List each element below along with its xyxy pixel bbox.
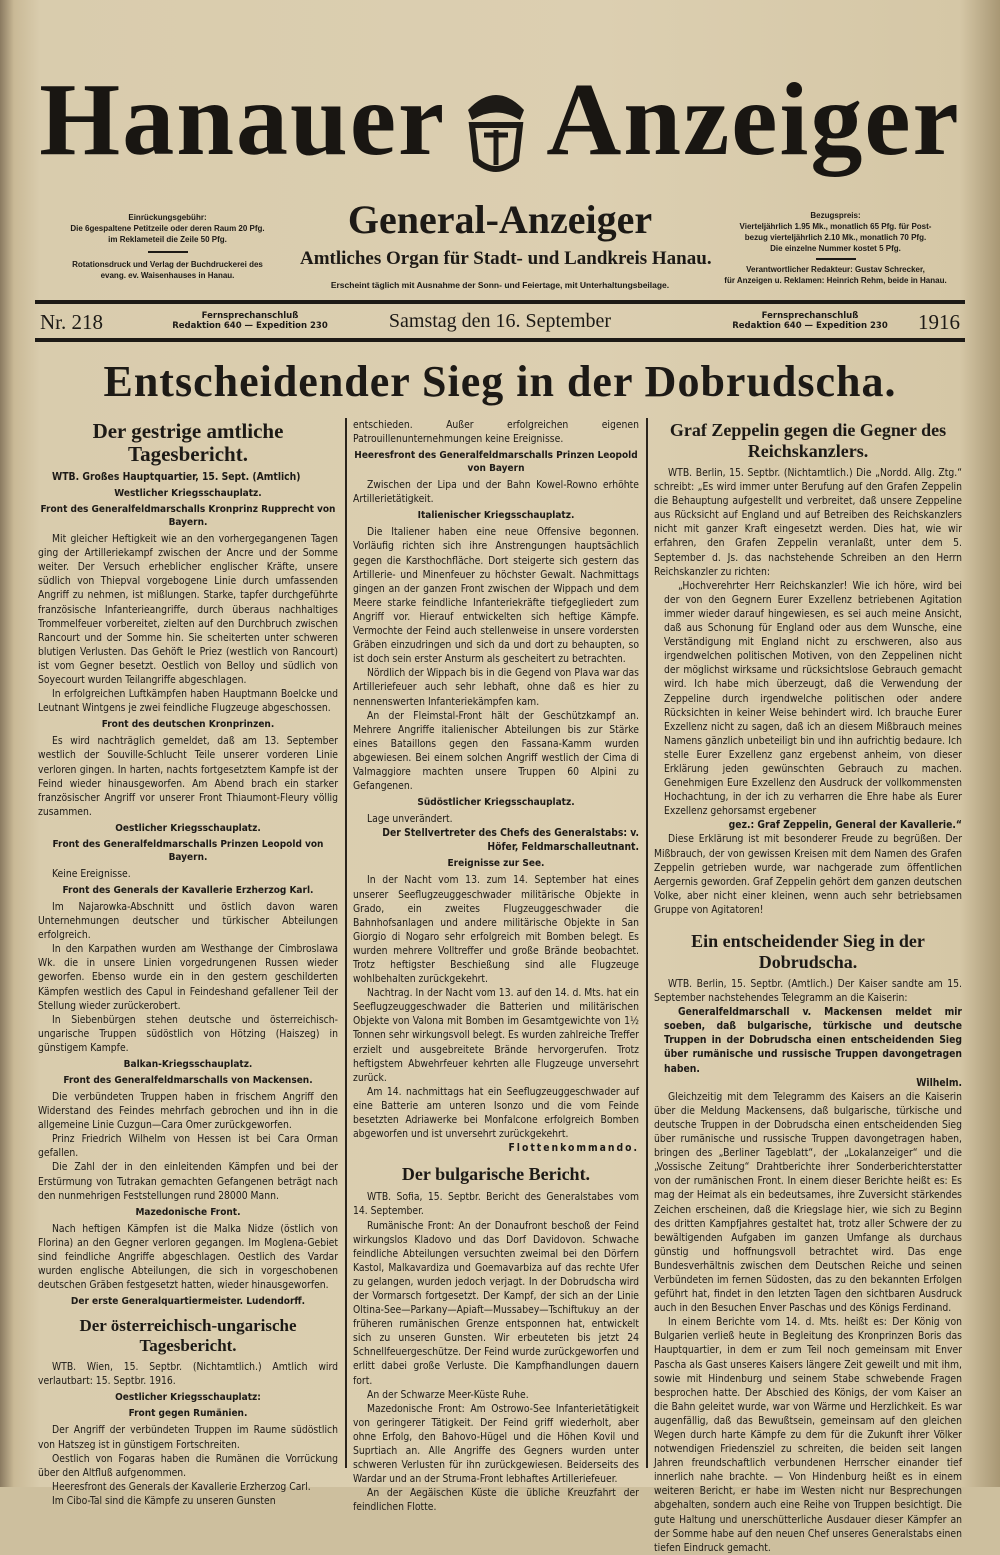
article-byline: WTB. Großes Hauptquartier, 15. Sept. (Amtlich) <box>52 471 301 483</box>
paragraph: In der Nacht vom 13. zum 14. September hat eines unserer Seeflugzeuggeschwader militärische Objekte in Grado, ein zweites Flugzeuggeschwader die Bahnhofsanlagen und andere militärische Objekte in San Giorgio di Nogaro sehr erfolgreich mit Bomben belegt. Es wurden mehrere Volltreffer und große Brände beobachtet. Trotz heftigster Beschießung sind alle Flugzeuge wohlbehalten zurückgekehrt. <box>353 874 639 986</box>
section-heading: Front des Generals der Kavallerie Erzherzog Karl. <box>62 884 314 896</box>
section-heading: Italienischer Kriegsschauplatz. <box>417 510 575 522</box>
ad-rates-line: im Reklameteil die Zeile 50 Pfg. <box>108 235 227 244</box>
quoted-letter: „Hochverehrter Herr Reichskanzler! Wie ich höre, wird bei der von den Gegnern Eurer Exzellenz betriebenen Agitation immer wieder darauf hingewiesen, es sei auch meine Ansicht, daß aus Schonung für England oder aus dem Wunsche, eine Verständigung mit England nicht zu erschweren, also aus irgendwelchen politischen Motiven, von den Zeppelinen nicht der möglichst wirksame und rücksichtslose Gebrauch gemacht wird. Ich habe mich überzeugt, daß die Verwendung der Zeppeline durch irgendwelche politischen oder andere Rücksichten in keiner Weise behindert wird. Ich brauche Eurer Exzellenz nicht zu sagen, daß ich an diesem Mißbrauch meines Namens gänzlich unbeteiligt bin und ihn aufrichtig bedaure. Ich stelle Eurer Exzellenz ganz ergebenst anheim, von dieser Erklärung jeden gewünschten Gebrauch zu machen. Genehmigen Eure Exzellenz den Ausdruck der vollkommensten Hochachtung, in der ich zu verharren die Ehre habe als Eurer Exzellenz gehorsamst ergebener <box>664 579 962 818</box>
paragraph: Nach heftigen Kämpfen ist die Malka Nidze (östlich von Florina) an den Gegner verloren gegangen. Im Moglena-Gebiet sind feindliche Angriffe abgeschlagen. Oestlich des Vardar wurden englische Abteilungen, die sich in vorgeschobenen deutschen Gräben festgesetzt hatten, wieder hinausgeworfen. <box>38 1222 338 1292</box>
paragraph: In erfolgreichen Luftkämpfen haben Hauptmann Boelcke und Leutnant Wintgens je zwei feindliche Flugzeuge abgeschossen. <box>38 688 338 715</box>
paragraph: Es wird nachträglich gemeldet, daß am 13. September westlich der Souville-Schlucht Teile unserer vorderen Linie verloren gingen. In harten, nachts fortgesetztem Kampfe ist der Feind wieder hinausgeworfen. Am Abend brach ein starker französischer Angriff vor unserer Front Thiaumont-Fleury völlig zusammen. <box>38 735 338 818</box>
article-byline: WTB. Sofia, 15. Septbr. Bericht des Generalstabes vom 14. September. <box>353 1191 639 1218</box>
issue-number: Nr. 218 <box>40 310 103 334</box>
signature: gez.: Graf Zeppelin, General der Kavallerie.“ <box>728 819 962 832</box>
phone-label: Fernsprechanschluß <box>761 311 859 321</box>
masthead-title-right: Anzeiger <box>546 62 961 177</box>
section-heading: Front des Generalfeldmarschalls Prinzen Leopold von Bayern. <box>52 838 324 863</box>
paragraph: Am 14. nachmittags hat ein Seeflugzeuggeschwader auf eine Batterie am unteren Isonzo und die vom Feinde besetzten Adriawerke bei Monfalcone erfolgreich Bomben abgeworfen und ist unversehrt zurückgekehrt. <box>353 1085 639 1141</box>
section-heading: Oestlicher Kriegsschauplatz: <box>115 1392 261 1404</box>
masthead-frequency: Erscheint täglich mit Ausnahme der Sonn- und Feiertage, mit Unterhaltungsbeilage. <box>330 280 670 290</box>
subscription-line: Die einzelne Nummer kostet 5 Pfg. <box>770 244 901 253</box>
subscription-line: bezug vierteljährlich 2.10 Mk., monatlich 70 Pfg. <box>744 233 927 242</box>
paragraph: Im Najarowka-Abschnitt und östlich davon waren Unternehmungen deutscher und türkischer Abteilungen erfolgreich. <box>38 900 338 942</box>
paragraph: Nördlich der Wippach bis in die Gegend von Plava war das Artilleriefeuer auch sehr lebhaft, ohne daß es hier zu nennenswerten Infanteriekämpfen kam. <box>353 667 639 708</box>
column-divider <box>345 418 347 1468</box>
phone-numbers: Redaktion 640 — Expedition 230 <box>732 321 888 331</box>
article-title: Der österreichisch-ungarische Tagesbericht. <box>79 1316 297 1356</box>
publisher-line: evang. ev. Waisenhauses in Hanau. <box>100 271 235 280</box>
section-heading: Mazedonische Front. <box>135 1206 241 1218</box>
article-title: Der gestrige amtliche Tagesbericht. <box>92 419 284 466</box>
signature: Der erste Generalquartiermeister. Ludendorff. <box>70 1296 306 1308</box>
paragraph: Die Zahl der in den einleitenden Kämpfen und bei der Erstürmung von Tutrakan gemachten Gefangenen beträgt nach den nunmehrigen Feststellungen rund 28000 Mann. <box>38 1161 338 1202</box>
subscription-box <box>708 210 963 286</box>
section-heading: Westlicher Kriegsschauplatz. <box>114 488 262 500</box>
paragraph: In Siebenbürgen stehen deutsche und österreichisch-ungarische Truppen südöstlich von Hötzing (Haiszeg) in günstigem Kampfe. <box>38 1013 338 1054</box>
article-title: Ein entscheidender Sieg in der Dobrudscha. <box>691 931 925 972</box>
paragraph: Diese Erklärung ist mit besonderer Freude zu begrüßen. Der Mißbrauch, der von gewissen Kreisen mit dem Namen des Grafen Zeppelin getrieben wurde, war nachgerade zum öffentlichen Aergernis geworden. Graf Zeppelin gehört dem ganzen deutschen Volke, aber nicht einer kleinen, wenn auch sehr betriebsamen Gruppe von Agitatoren! <box>654 833 962 916</box>
phone-label: Fernsprechanschluß <box>201 311 299 321</box>
editor-line: für Anzeigen u. Reklamen: Heinrich Rehm, beide in Hanau. <box>724 276 947 285</box>
section-heading: Südöstlicher Kriegsschauplatz. <box>417 797 575 809</box>
issue-date: Samstag den 16. September <box>388 310 612 332</box>
paragraph: In einem Berichte vom 14. d. Mts. heißt es: Der König von Bulgarien verließ heute in Begleitung des Kronprinzen Boris das Hauptquartier, in dem er zum Teil noch gemeinsam mit Enver Pascha als Gast unseres Kaisers längere Zeit geweilt und mit ihm, sowie mit Hindenburg und seinem Stabe schwebende Fragen besprochen hatte. Der Abschied des Königs, der vom Kaiser an die Bahn geleitet wurde, war von Wärme und Herzlichkeit. Es war augenfällig, daß das Bewußtsein, gemeinsam auf den gleichen Wegen durch harte Kämpfe zu dem für die Zukunft ihrer Völker notwendigen Friedensziel zu schreiten, die beiden seit langen Jahren freundschaftlich verbundenen Herrscher einander tief innerlich nahe brachte. — Von Hindenburg heißt es in einem weiteren Bericht, er habe im Westen nicht nur Besprechungen abgehalten, sondern auch eine Reihe von Truppen besichtigt. Die gute Haltung und unerschütterliche Ausdauer dieser Kämpfer an der Somme habe auf den neuen Chef unseres Generalstabs einen tiefen Eindruck gemacht. <box>654 1316 962 1554</box>
telegram-text: Generalfeldmarschall v. Mackensen meldet mir soeben, daß bulgarische, türkische und deutsche Truppen in der Dobrudscha einen entscheidenden Sieg über rumänische und russische Truppen davongetragen haben. <box>664 1006 962 1075</box>
paragraph: Die Italiener haben eine neue Offensive begonnen. Vorläufig richten sich ihre Anstrengungen hauptsächlich gegen die Karsthochfläche. Dort steigerte sich gestern das Artillerie- und Minenfeuer zu höchster Gewalt. Nachmittags gingen an der ganzen Front zwischen der Wippach und dem Meere starke feindliche Infanteriekräfte tiefgegliedert zum Angriff vor. Hierauf entwickelten sich heftige Kämpfe. Vermochte der Feind auch stellenweise in unsere vordersten Gräben einzudringen und sich da und dort zu behaupten, so ist doch sein erster Ansturm als gescheitert zu betrachten. <box>353 526 639 666</box>
masthead-rule <box>35 300 965 304</box>
section-heading: Ereignisse zur See. <box>447 858 545 870</box>
section-heading: Balkan-Kriegsschauplatz. <box>123 1059 253 1070</box>
dateline-rule <box>35 338 965 342</box>
paragraph: An der Fleimstal-Front hält der Geschützkampf an. Mehrere Angriffe italienischer Abteilungen bis zur Stärke eines Bataillons gegen den Fassana-Kamm wurden abgewiesen. Bei einem solchen Angriff westlich der Cima di Valmaggiore machten unsere Truppen 60 Alpini zu Gefangenen. <box>353 709 639 793</box>
paragraph: Prinz Friedrich Wilhelm von Hessen ist bei Cara Orman gefallen. <box>38 1133 338 1160</box>
masthead <box>0 60 1000 180</box>
signature: Der Stellvertreter des Chefs des Generalstabs: v. Höfer, Feldmarschalleutnant. <box>382 827 639 854</box>
paragraph: Mazedonische Front: Am Ostrowo-See Infanterietätigkeit von geringerer Tätigkeit. Der Feind griff wiederholt, aber ohne Erfolg, den Bahovo-Hügel und die Höhen Kovil und Suprtiach an. Alle Angriffe des Gegners wurden unter schweren Verlusten für ihn zurückgewiesen. Beiderseits des Wardar und an der Struma-Front lebhaftes Artilleriefeuer. <box>353 1402 639 1486</box>
section-heading: Front des Generalfeldmarschalls Kronprinz Rupprecht von Bayern. <box>40 504 336 529</box>
article-title: Graf Zeppelin gegen die Gegner des Reichskanzlers. <box>669 420 947 461</box>
paragraph: Oestlich von Fogaras haben die Rumänen die Vorrückung über den Altfluß aufgenommen. <box>38 1452 338 1479</box>
issue-year: 1916 <box>918 310 960 334</box>
paragraph: In den Karpathen wurden am Westhange der Cimbroslawa Wk. die in unsere Linien vorgedrungenen Russen wieder geworfen. Ebenso wurde ein in den gestern geschilderten Kämpfen westlich des Capul in Feindeshand gefallener Teil der Stellung wieder zurückerobert. <box>38 943 338 1012</box>
subscription-line: Vierteljährlich 1.95 Mk., monatlich 65 Pfg. für Post- <box>739 222 932 231</box>
column-middle <box>353 418 639 1514</box>
paragraph: Keine Ereignisse. <box>52 867 131 880</box>
phone-info-left <box>145 311 355 331</box>
paragraph: An der Aegäischen Küste die übliche Kreuzfahrt der feindlichen Flotte. <box>353 1487 639 1514</box>
editor-line: Verantwortlicher Redakteur: Gustav Schrecker, <box>746 265 925 274</box>
paragraph: Nachtrag. In der Nacht vom 13. auf den 14. d. Mts. hat ein Seeflugzeuggeschwader die Batterien und militärischen Objekte von Valona mit Bomben im Gesamtgewichte von 1½ Tonnen sehr wirkungsvoll belegt. Es wurden zahlreiche Treffer erzielt und ausgebreitete Brände hervorgerufen. Trotz heftigstem Abwehrfeuer kehrten alle Flugzeuge unversehrt zurück. <box>353 987 639 1084</box>
masthead-title-left: Hanauer <box>39 62 447 177</box>
dateline <box>35 308 965 336</box>
column-divider <box>646 418 648 1468</box>
coat-of-arms-icon <box>454 80 538 180</box>
paragraph: Mit gleicher Heftigkeit wie an den vorhergegangenen Tagen ging der Artilleriekampf zwischen der Ancre und der Somme weiter. Der Versuch erheblicher englischer Kräfte, unsere südlich von Thiepval vorgebogene Linie durch umfassenden Angriff zu nehmen, ist mißlungen. Starke, tapfer durchgeführte französische Infanterieangriffe, durch überaus nachhaltiges Trommelfeuer vorbereitet, zielten auf den Durchbruch zwischen Rancourt und der Somme hin. Sie scheiterten unter schweren blutigen Verlusten. Das Gehöft le Priez (westlich von Rancourt) ist vom Gegner besetzt. Oestlich von Belloy und südlich von Soyecourt wurden Teilangriffe abgeschlagen. <box>38 533 338 687</box>
article-title: Der bulgarische Bericht. <box>401 1164 591 1185</box>
main-headline: Entscheidender Sieg in der Dobrudscha. <box>103 357 897 406</box>
ad-rates-line: Die 6gespaltene Petitzeile oder deren Raum 20 Pfg. <box>70 224 265 233</box>
publisher-line: Rotationsdruck und Verlag der Buchdruckerei des <box>72 260 263 269</box>
paragraph: entschieden. Außer erfolgreichen eigenen Patrouillenunternehmungen keine Ereignisse. <box>353 419 639 446</box>
paragraph: Die verbündeten Truppen haben in frischem Angriff den Widerstand des Feindes mehrfach gebrochen und ihn in die allgemeine Linie Cuzgun—Cara Omer zurückgeworfen. <box>38 1091 338 1132</box>
ad-rates-box <box>45 212 290 281</box>
ad-rates-heading: Einrückungsgebühr: <box>128 213 207 222</box>
section-heading: Front gegen Rumänien. <box>128 1408 248 1420</box>
paragraph: Rumänische Front: An der Donaufront beschoß der Feind wirkungslos Kladovo und das Dorf Davidovon. Schwache feindliche Abteilungen versuchten zweimal bei den Dörfern Kastol, Malkavardiza und Goemavarbiza auf das rechte Ufer zu gelangen, wurden jedoch verjagt. In der Dobrudscha wird der Vormarsch fortgesetzt. Der Kampf, der sich an der Linie Oltina-See—Parkany—Apiaft—Mussabey—Tschiftukuy an der früheren rumänischen Grenze entsponnen hat, entwickelt sich zu unseren Gunsten. Wir erbeuteten bis jetzt 24 Schnellfeuergeschütze. Der Feind wurde zurückgeworfen und erlitt dabei große Verluste. Die Kampfhandlungen dauern fort. <box>353 1219 639 1387</box>
paragraph: WTB. Berlin, 15. Septbr. (Nichtamtlich.) Die „Nordd. Allg. Ztg.“ schreibt: „Es wird immer unter Berufung auf den Grafen Zeppelin die Behauptung aufgestellt und verbreitet, daß unsere Zeppeline aus Rücksicht auf England und auf Betreiben des Reichskanzlers nicht mit ganzer Kraft eingesetzt werden. Dies hat, wie wir erfahren, den Grafen Zeppelin veranlaßt, unter dem 5. September d. Js. das nachstehende Schreiben an den Herrn Reichskanzler zu richten: <box>654 467 962 578</box>
article-byline: WTB. Wien, 15. Septbr. (Nichtamtlich.) Amtlich wird verlautbart: 15. Septbr. 1916. <box>38 1361 338 1388</box>
section-heading: Front des Generalfeldmarschalls von Mackensen. <box>63 1075 313 1086</box>
paragraph: Zwischen der Lipa und der Bahn Kowel-Rowno erhöhte Artillerietätigkeit. <box>353 479 639 506</box>
column-right <box>654 418 962 1555</box>
subscription-heading: Bezugspreis: <box>810 211 861 220</box>
article-byline: WTB. Berlin, 15. Septbr. (Amtlich.) Der Kaiser sandte am 15. September nachstehendes Telegramm an die Kaiserin: <box>654 978 962 1005</box>
paragraph: Im Cibo-Tal sind die Kämpfe zu unseren Gunsten <box>52 1494 276 1507</box>
phone-info-right <box>710 311 910 331</box>
section-heading: Oestlicher Kriegsschauplatz. <box>115 822 261 834</box>
divider <box>816 258 856 260</box>
column-left <box>38 418 338 1508</box>
divider <box>148 251 188 253</box>
paragraph: Heeresfront des Generals der Kavallerie Erzherzog Carl. <box>52 1480 311 1493</box>
section-heading: Front des deutschen Kronprinzen. <box>101 719 275 731</box>
signature: Flottenkommando. <box>508 1142 639 1155</box>
masthead-subtitle: General-Anzeiger <box>347 197 653 242</box>
paragraph: Lage unverändert. <box>367 813 453 826</box>
masthead-tagline: Amtliches Organ für Stadt- und Landkreis Hanau. <box>300 248 712 269</box>
paragraph: An der Schwarze Meer-Küste Ruhe. <box>367 1388 529 1401</box>
section-heading: Heeresfront des Generalfeldmarschalls Prinzen Leopold von Bayern <box>354 450 638 475</box>
paragraph: Gleichzeitig mit dem Telegramm des Kaisers an die Kaiserin über die Meldung Mackensens, daß bulgarische, türkische und deutsche Truppen in der Dobrudscha einen entscheidenden Sieg über rumänische und russische Truppen davongetragen haben, bringen des „Berliner Tageblatt“, der „Lokalanzeiger“ und die „Vossische Zeitung“ Drahtberichte ihrer Sonderberichterstatter von der rumänischen Front. In einem dieser Berichte heißt es: Es mag der Heimat als ein bedeutsames, ihre Zuversicht stärkendes Zeichen erscheinen, daß die Kriegslage hier, wie sich zu Beginn des dritten Kampfjahres gestaltet hat, trotz aller Schwere der zu bewältigenden Aufgaben im ganzen Umfange als durchaus günstig und hoffnungsvoll betrachtet wird. Das enge Bundesverhältnis zwischen dem Deutschen Reiche und seinen Verbündeten im fernen Südosten, das zu den bekannten Erfolgen geführt hat, findet in den letzten Tagen den sichtbaren Ausdruck auch in den Besuchen Enver Paschas und des Königs Ferdinand. <box>654 1090 962 1315</box>
signature: Wilhelm. <box>916 1076 962 1089</box>
phone-numbers: Redaktion 640 — Expedition 230 <box>172 321 328 331</box>
paragraph: Der Angriff der verbündeten Truppen im Raume südöstlich von Hatszeg ist in günstigem Fortschreiten. <box>38 1424 338 1451</box>
